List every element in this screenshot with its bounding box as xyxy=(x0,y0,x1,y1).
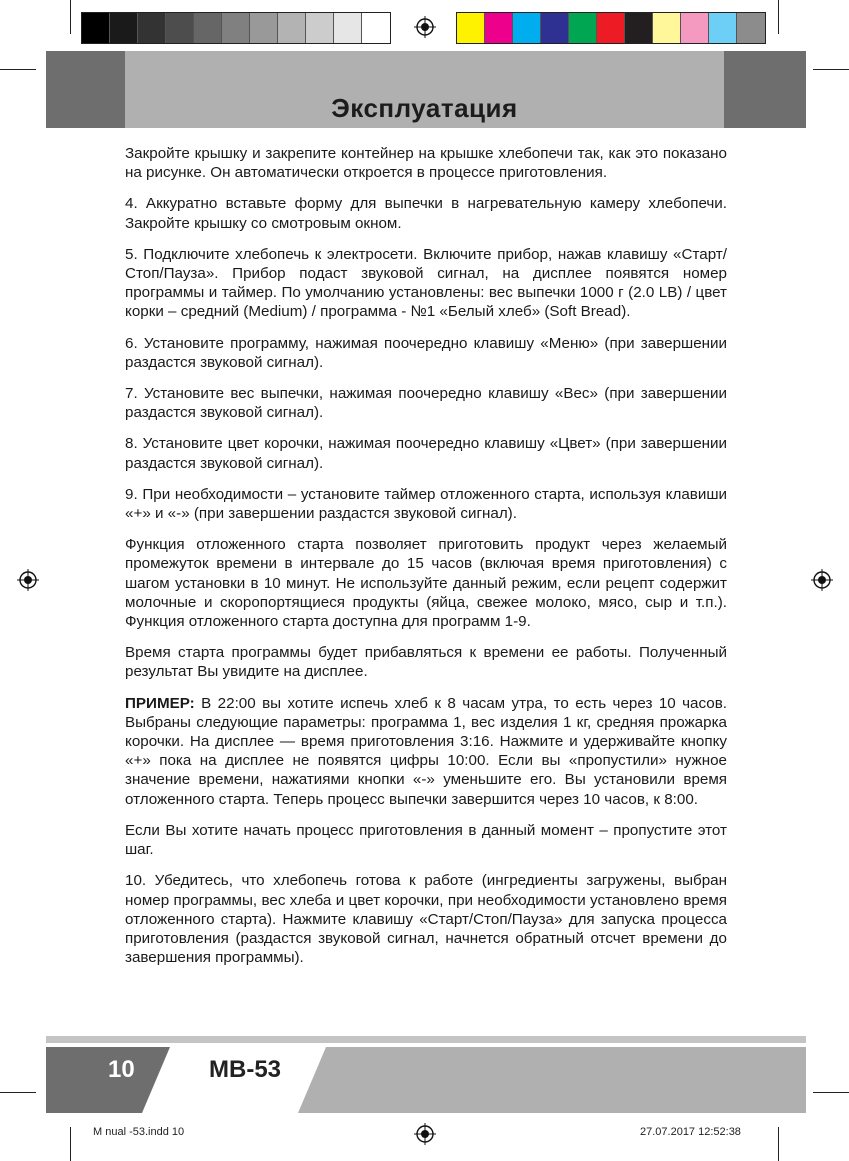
page-footer xyxy=(46,1047,806,1113)
process-color-bar xyxy=(456,12,766,44)
crop-mark xyxy=(0,1092,36,1093)
color-swatch xyxy=(597,13,625,43)
color-swatch xyxy=(306,13,334,43)
color-swatch xyxy=(334,13,362,43)
paragraph: Функция отложенного старта позволяет приготовить продукт через желаемый промежуток времени в интервале до 15 часов (включая время приготовления) с шагом установки в 10 минут. Не используйте данный режим, если рецепт содержит молочные и скоропортящиеся продукты (яйца, свежее молоко, мясо, сыр и т.п.). Функция отложенного старта доступна для программ 1-9. xyxy=(125,536,727,631)
paragraph: 7. Установите вес выпечки, нажимая поочередно клавишу «Вес» (при завершении раздастся звуковой сигнал). xyxy=(125,385,727,422)
color-swatch xyxy=(166,13,194,43)
color-swatch xyxy=(737,13,765,43)
color-swatch xyxy=(485,13,513,43)
crop-mark xyxy=(778,0,779,34)
slug-filename: M nual -53.indd 10 xyxy=(93,1126,185,1138)
model-name: MB-53 xyxy=(209,1056,282,1083)
crop-mark xyxy=(813,1092,849,1093)
color-swatch xyxy=(110,13,138,43)
color-swatch xyxy=(681,13,709,43)
page-number: 10 xyxy=(108,1056,135,1083)
color-swatch xyxy=(513,13,541,43)
section-header xyxy=(46,51,806,128)
header-right-block xyxy=(724,51,806,128)
footer-divider xyxy=(46,1036,806,1043)
registration-mark-icon xyxy=(17,569,39,591)
paragraph: 9. При необходимости – установите таймер отложенного старта, используя клавиши «+» и «-» (при завершении раздастся звуковой сигнал). xyxy=(125,485,727,523)
header-left-block xyxy=(46,51,125,128)
paragraph: 10. Убедитесь, что хлебопечь готова к работе (ингредиенты загружены, выбран номер программы, вес хлеба и цвет корочки, при необходимости установлено время отложенного старта). Нажмите клавишу «Старт/Стоп/Пауза» для запуска процесса приготовления (раздастся звуковой сигнал, начнется обратный отсчет времени до завершения программы). xyxy=(125,872,727,967)
instructions-body xyxy=(125,144,727,979)
color-swatch xyxy=(222,13,250,43)
color-swatch xyxy=(625,13,653,43)
color-swatch xyxy=(541,13,569,43)
crop-mark xyxy=(70,0,71,34)
color-swatch xyxy=(653,13,681,43)
crop-mark xyxy=(778,1127,779,1161)
grayscale-color-bar xyxy=(81,12,391,44)
crop-mark xyxy=(813,69,849,70)
paragraph: Закройте крышку и закрепите контейнер на крышке хлебопечи так, как это показано на рисунке. Он автоматически откроется в процессе приготовления. xyxy=(125,145,727,182)
paragraph: 5. Подключите хлебопечь к электросети. Включите прибор, нажав клавишу «Старт/Стоп/Пауза». Прибор подаст звуковой сигнал, на дисплее появятся номер программы и таймер. По умолчанию установлены: вес выпечки 1000 г (2.0 LB) / цвет корки – средний (Medium) / программа - №1 «Белый хлеб» (Soft Bread). xyxy=(125,245,727,321)
example-paragraph xyxy=(125,694,727,809)
registration-mark-icon xyxy=(414,16,436,38)
color-swatch xyxy=(278,13,306,43)
registration-mark-icon xyxy=(811,569,833,591)
paragraph: 8. Установите цвет корочки, нажимая поочередно клавишу «Цвет» (при завершении раздастся звуковой сигнал). xyxy=(125,435,727,472)
paragraph: Если Вы хотите начать процесс приготовления в данный момент – пропустите этот шаг. xyxy=(125,821,727,859)
color-swatch xyxy=(250,13,278,43)
registration-mark-icon xyxy=(414,1123,436,1145)
crop-mark xyxy=(70,1127,71,1161)
color-swatch xyxy=(362,13,390,43)
paragraph: 4. Аккуратно вставьте форму для выпечки в нагревательную камеру хлебопечи. Закройте крышку со смотровым окном. xyxy=(125,195,727,232)
color-swatch xyxy=(82,13,110,43)
paragraph: Время старта программы будет прибавляться к времени ее работы. Полученный результат Вы увидите на дисплее. xyxy=(125,644,727,681)
color-swatch xyxy=(194,13,222,43)
page-title: Эксплуатация xyxy=(331,93,518,123)
color-swatch xyxy=(457,13,485,43)
crop-mark xyxy=(0,69,36,70)
color-swatch xyxy=(569,13,597,43)
example-label: ПРИМЕР: xyxy=(125,694,195,712)
example-text: В 22:00 вы хотите испечь хлеб к 8 часам утра, то есть через 10 часов. Выбраны следующие параметры: программа 1, вес изделия 1 кг, средняя прожарка корочки. На дисплее — время приготовления 3:16. Нажмите и удерживайте кнопку «+» пока на дисплее не появятся цифры 10:00. Если вы «пропустили» нужное значение времени, нажатиями кнопки «-» уменьшите его. Вы установили время отложенного старта. Теперь процесс выпечки завершится через 10 часов, к 8:00. xyxy=(125,694,727,808)
footer-shapes xyxy=(46,1047,806,1113)
slug-datetime: 27.07.2017 12:52:38 xyxy=(640,1126,741,1138)
color-swatch xyxy=(709,13,737,43)
color-swatch xyxy=(138,13,166,43)
paragraph: 6. Установите программу, нажимая поочередно клавишу «Меню» (при завершении раздастся звуковой сигнал). xyxy=(125,334,727,371)
